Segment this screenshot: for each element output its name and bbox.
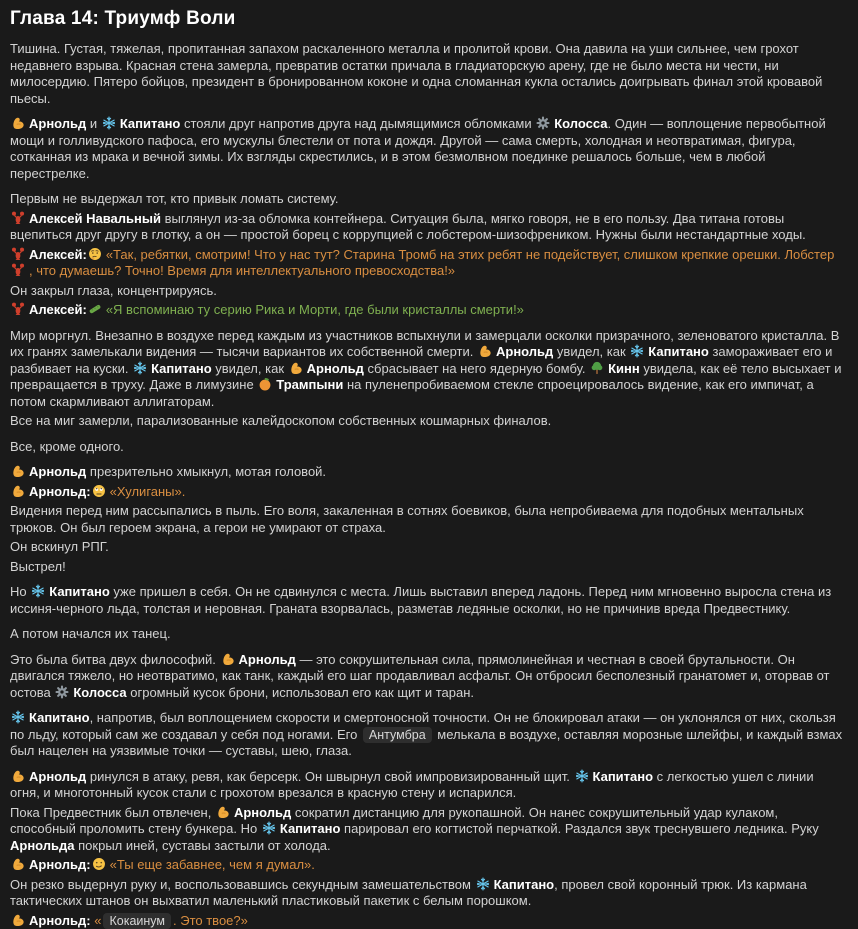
rolling-eyes-face-icon <box>92 484 106 498</box>
paragraph <box>10 584 846 617</box>
snowflake-icon <box>133 361 147 375</box>
character-name: Алексей: <box>29 247 87 262</box>
character-name: Арнольд <box>496 344 553 359</box>
body-text: стояли друг напротив друга над дымящимися обломками <box>180 116 535 131</box>
character-name: Арнольд <box>29 116 86 131</box>
body-text: сбрасывает на него ядерную бомбу. <box>364 361 589 376</box>
flexed-biceps-icon <box>11 464 25 478</box>
body-text: увидела, как её тело высыхает и превращается в труху. Даже в лимузине <box>10 361 841 393</box>
body-text: Все на миг замерли, парализованные калейдоскопом собственных кошмарных финалов. <box>10 413 551 428</box>
body-text: Пока Предвестник был отвлечен, <box>10 805 215 820</box>
paragraph <box>10 283 846 300</box>
paragraph <box>10 191 846 208</box>
flexed-biceps-icon <box>11 913 25 927</box>
lobster-icon <box>11 302 25 316</box>
paragraph <box>10 805 846 855</box>
body-text: уже пришел в себя. Он не сдвинулся с места. Лишь выставил вперед ладонь. Перед ним мгновенно выросла стена из иссиня-черного льда, толстая и неровная. Граната взорвалась, разметав ледяные осколки, но не причинив вреда Предвестнику. <box>10 584 831 616</box>
snowflake-icon <box>11 710 25 724</box>
dialogue-orange: . Это твое?» <box>173 913 248 928</box>
flexed-biceps-icon <box>11 857 25 871</box>
character-name: Трампыни <box>276 377 343 392</box>
body-text: А потом начался их танец. <box>10 626 171 641</box>
character-name: Колосса <box>554 116 607 131</box>
character-name: Капитано <box>29 710 90 725</box>
gear-icon <box>536 116 550 130</box>
flexed-biceps-icon <box>289 361 303 375</box>
dialogue-orange: «Так, ребятки, смотрим! Что у нас тут? Старина Тромб на этих ребят не подействует, слишком крепкие орешки. Лобстер <box>106 247 834 262</box>
body-text: сократил дистанцию для рукопашной. Он нанес сокрушительный удар кулаком, способный проломить стену бункера. Но <box>10 805 778 837</box>
body-text: Мир моргнул. Внезапно в воздухе перед каждым из участников вспыхнули и замерцали осколки призрачного, зеленоватого кристалла. В их гранях замелькали видения — тысячи вариантов их собственной смерти. <box>10 328 839 360</box>
body-text: увидел, как <box>212 361 288 376</box>
character-name: Колосса <box>73 685 126 700</box>
body-text: покрыл иней, суставы застыли от холода. <box>75 838 331 853</box>
character-name: Арнольд: <box>29 857 91 872</box>
body-text: Первым не выдержал тот, кто привык ломать систему. <box>10 191 338 206</box>
character-name: Кинн <box>608 361 640 376</box>
body-text: Но <box>10 584 30 599</box>
chapter-title: Глава 14: Триумф Воли <box>10 7 846 31</box>
flexed-biceps-icon <box>11 116 25 130</box>
body-text: парировал его когтистой перчаткой. Раздался звук треснувшего ледника. Руку <box>340 821 818 836</box>
body-text: , напротив, был воплощением скорости и смертоносной точности. Он не блокировал атаки — он уклонялся от них, скользя по льду, который сам же создавал у себя под ногами. Его <box>10 710 836 742</box>
inline-code: Кокаинум <box>103 913 171 929</box>
body-text: увидел, как <box>553 344 629 359</box>
character-name: Арнольд <box>307 361 364 376</box>
character-name: Капитано <box>593 769 654 784</box>
body-text: Это была битва двух философий. <box>10 652 220 667</box>
inline-code: Антумбра <box>363 727 432 743</box>
character-name: Алексей: <box>29 302 87 317</box>
paragraph <box>10 503 846 536</box>
character-name: Алексей Навальный <box>29 211 161 226</box>
flexed-biceps-icon <box>11 769 25 783</box>
character-name: Капитано <box>49 584 110 599</box>
snowflake-icon <box>31 584 45 598</box>
paragraph <box>10 116 846 182</box>
character-name: Капитано <box>151 361 212 376</box>
body-text: огромный кусок брони, использовал его как щит и таран. <box>127 685 474 700</box>
paragraph <box>10 913 846 929</box>
body-text: и <box>86 116 101 131</box>
body-text: . Один — воплощение первобытной мощи и голливудского пафоса, его мускулы блестели от пота и дождя. Другой — сама смерть, холодная и неотвратимая, фигура, сотканная из мрака и вечной зимы. Их взгляды скрестились, и в этом безмолвном поединке решалось больше, чем в любой перестрелке. <box>10 116 826 181</box>
body-text: Он закрыл глаза, концентрируясь. <box>10 283 217 298</box>
snowflake-icon <box>476 877 490 891</box>
paragraph <box>10 857 846 874</box>
character-name: Капитано <box>494 877 555 892</box>
thinking-face-icon <box>88 247 102 261</box>
character-name: Арнольд <box>29 464 86 479</box>
flexed-biceps-icon <box>478 344 492 358</box>
body-text: мелькала в воздухе, оставляя морозные шлейфы, и каждый взмах был нацелен на уязвимые точки — суставы, шею, глаза. <box>10 727 842 759</box>
paragraph <box>10 328 846 411</box>
tangerine-icon <box>258 377 272 391</box>
body-text: Он вскинул РПГ. <box>10 539 109 554</box>
snowflake-icon <box>262 821 276 835</box>
tree-icon <box>590 361 604 375</box>
body-text: Все, кроме одного. <box>10 439 124 454</box>
body-text: Видения перед ним рассыпались в пыль. Его воля, закаленная в сотнях боевиков, была непробиваема для подобных ментальных трюков. Он был героем экрана, а герои не умирают от страха. <box>10 503 804 535</box>
character-name: Капитано <box>648 344 709 359</box>
paragraph <box>10 302 846 319</box>
body-text: — это сокрушительная сила, прямолинейная и честная в своей брутальности. Он двигался тяжело, но неотвратимо, как танк, каждый его шаг продавливал асфальт. Он отбросил бесполезный гранатомет и, оторвав от остова <box>10 652 829 700</box>
body-text: , провел свой коронный трюк. Из кармана тактических штанов он выхватил маленький пластиковый пакетик с белым порошком. <box>10 877 807 909</box>
story-content <box>10 41 846 929</box>
paragraph <box>10 413 846 430</box>
flexed-biceps-icon <box>216 805 230 819</box>
dialogue-orange: , что думаешь? Точно! Время для интеллектуального превосходства!» <box>29 263 455 278</box>
body-text: Выстрел! <box>10 559 66 574</box>
paragraph <box>10 769 846 802</box>
cucumber-icon <box>88 302 102 316</box>
character-name: Арнольд: <box>29 913 91 928</box>
body-text: ринулся в атаку, ревя, как берсерк. Он швырнул свой импровизированный щит. <box>86 769 573 784</box>
body-text: на пуленепробиваемом стекле спроецировалось видение, как его импичат, а потом скармливают аллигаторам. <box>10 377 814 409</box>
dialogue-orange: «Ты еще забавнее, чем я думал». <box>110 857 315 872</box>
snowflake-icon <box>630 344 644 358</box>
paragraph <box>10 484 846 501</box>
paragraph <box>10 41 846 107</box>
paragraph <box>10 877 846 910</box>
dialogue-orange: « <box>91 913 102 928</box>
body-text: выглянул из-за обломка контейнера. Ситуация была, мягко говоря, не в его пользу. Два титана готовы вцепиться друг другу в глотку, а он — простой борец с коррупцией с лобстером-шизофреником. Нужны были нестандартные ходы. <box>10 211 806 243</box>
character-name: Арнольд <box>239 652 296 667</box>
flexed-biceps-icon <box>221 652 235 666</box>
paragraph <box>10 247 846 280</box>
dialogue-green: «Я вспоминаю ту серию Рика и Морти, где были кристаллы смерти!» <box>106 302 524 317</box>
body-text: Он резко выдернул руку и, воспользовавшись секундным замешательством <box>10 877 475 892</box>
paragraph <box>10 559 846 576</box>
body-text: с легкостью ушел с линии огня, и многотонный кусок стали с грохотом врезался в красную стену и испарился. <box>10 769 814 801</box>
character-name: Арнольда <box>10 838 75 853</box>
paragraph <box>10 439 846 456</box>
character-name: Капитано <box>120 116 181 131</box>
paragraph <box>10 626 846 643</box>
character-name: Арнольд <box>234 805 291 820</box>
character-name: Арнольд: <box>29 484 91 499</box>
paragraph <box>10 211 846 244</box>
paragraph <box>10 710 846 760</box>
character-name: Капитано <box>280 821 341 836</box>
lobster-icon <box>11 247 25 261</box>
lobster-icon <box>11 211 25 225</box>
paragraph <box>10 652 846 702</box>
flexed-biceps-icon <box>11 484 25 498</box>
paragraph <box>10 539 846 556</box>
smirk-face-icon <box>92 857 106 871</box>
snowflake-icon <box>575 769 589 783</box>
character-name: Арнольд <box>29 769 86 784</box>
body-text: презрительно хмыкнул, мотая головой. <box>86 464 326 479</box>
snowflake-icon <box>102 116 116 130</box>
body-text: замораживает его и разбивает на куски. <box>10 344 832 376</box>
gear-icon <box>55 685 69 699</box>
body-text: Тишина. Густая, тяжелая, пропитанная запахом раскаленного металла и пролитой крови. Она давила на уши сильнее, чем грохот недавнего взрыва. Красная стена замерла, превратив остатки причала в гладиаторскую арену, где не было места ни чести, ни милосердию. Пятеро бойцов, президент в бронированном коконе и одна сломанная кукла остались доигрывать финал этой кровавой пьесы. <box>10 41 822 106</box>
lobster-icon <box>11 263 25 277</box>
dialogue-orange: «Хулиганы». <box>110 484 186 499</box>
paragraph <box>10 464 846 481</box>
